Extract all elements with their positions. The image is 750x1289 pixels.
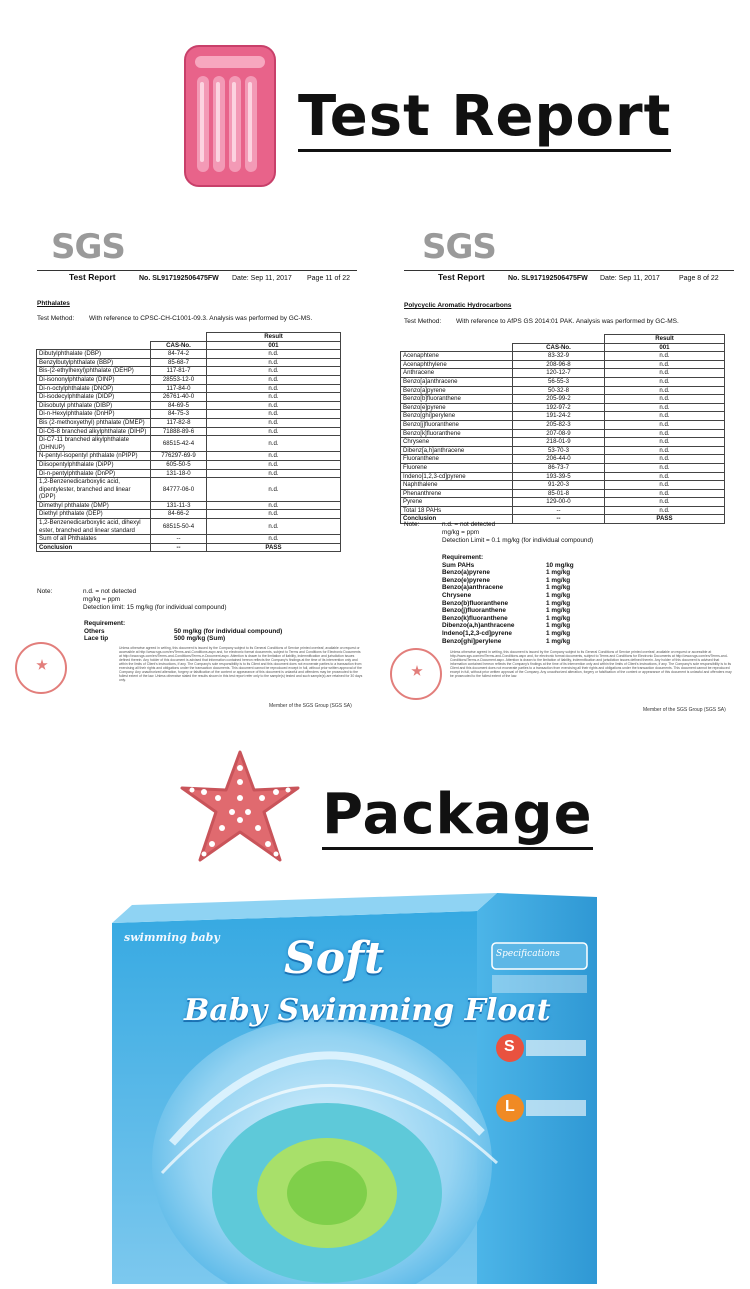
requirement-limit: 1 mg/kg — [546, 599, 571, 607]
table-row — [401, 360, 725, 369]
official-stamp — [15, 642, 67, 694]
requirement-item: Benzo(k)fluoranthene — [442, 614, 508, 622]
compound-name: Benzo[e]pyrene — [401, 403, 513, 412]
result-value: n.d. — [207, 418, 341, 427]
result-value: n.d. — [605, 369, 725, 378]
result-value: n.d. — [605, 386, 725, 395]
cas-number: 117-81-7 — [151, 367, 207, 376]
cas-number: 84777-06-0 — [151, 478, 207, 502]
requirement-item: Benzo(a)anthracene — [442, 584, 504, 592]
cas-number: 131-11-3 — [151, 501, 207, 510]
result-value: n.d. — [207, 452, 341, 461]
requirement-item: Benzo(a)pyrene — [442, 569, 490, 577]
compound-name: Diethyl phthalate (DEP) — [37, 510, 151, 519]
compound-name: Di-isononylphthalate (DINP) — [37, 375, 151, 384]
compound-name: Diisopentylphthalate (DiPP) — [37, 460, 151, 469]
package-title-main: Baby Swimming Float — [184, 993, 551, 1028]
compound-name: Total 18 PAHs — [401, 506, 513, 515]
compound-name: Dibutylphthalate (DBP) — [37, 350, 151, 359]
requirement-label: Requirement: — [442, 554, 484, 561]
compound-name: Diisobutyl phthalate (DIBP) — [37, 401, 151, 410]
table-row — [401, 455, 725, 464]
requirement-row — [442, 600, 574, 608]
table-row — [37, 401, 341, 410]
note-line: n.d. = not detected — [83, 588, 137, 595]
cas-number: 206-44-0 — [513, 455, 605, 464]
table-row — [401, 352, 725, 361]
result-value: n.d. — [207, 478, 341, 502]
result-value: n.d. — [605, 481, 725, 490]
brand-label: swimming baby — [124, 931, 220, 944]
cas-number: 71888-89-6 — [151, 427, 207, 436]
result-value: n.d. — [605, 498, 725, 507]
cas-number: 91-20-3 — [513, 481, 605, 490]
sgs-logo: SGS — [51, 227, 125, 267]
result-value: n.d. — [605, 455, 725, 464]
section-title: Polycyclic Aromatic Hydrocarbons — [404, 302, 512, 309]
table-row — [37, 460, 341, 469]
requirement-row — [84, 628, 282, 636]
sgs-member-note: Member of the SGS Group (SGS SA) — [643, 707, 726, 713]
result-value: n.d. — [605, 463, 725, 472]
table-row — [401, 386, 725, 395]
requirement-limit: 1 mg/kg — [546, 591, 571, 599]
compound-name: Chrysene — [401, 438, 513, 447]
cas-number: 117-82-8 — [151, 418, 207, 427]
compound-name: Di-n-Hexylphthalate (DnHP) — [37, 410, 151, 419]
cas-number: 85-01-8 — [513, 489, 605, 498]
requirement-limit: 1 mg/kg — [546, 614, 571, 622]
cas-number: -- — [151, 543, 207, 552]
table-row — [401, 420, 725, 429]
sample-header: 001 — [207, 341, 341, 350]
cas-number: 50-32-8 — [513, 386, 605, 395]
cas-number: 218-01-9 — [513, 438, 605, 447]
cas-number: 68515-42-4 — [151, 436, 207, 452]
cas-number: 207-08-9 — [513, 429, 605, 438]
conclusion-label: Conclusion — [401, 515, 513, 524]
report-date: Date: Sep 11, 2017 — [600, 275, 660, 282]
compound-name: Sum of all Phthalates — [37, 535, 151, 544]
report-title: Test Report — [69, 272, 116, 282]
requirement-limit: 1 mg/kg — [546, 622, 571, 630]
compound-name: Benzo[k]fluoranthene — [401, 429, 513, 438]
compound-name: Benzo[b]fluoranthene — [401, 395, 513, 404]
table-row — [37, 375, 341, 384]
requirement-limit: 10 mg/kg — [546, 561, 574, 569]
result-header: Result — [207, 333, 341, 342]
compound-name: Fluoranthene — [401, 455, 513, 464]
compound-name: Di-C6-8 branched alkylphthalate (DIHP) — [37, 427, 151, 436]
cas-number: 605-50-5 — [151, 460, 207, 469]
report-date: Date: Sep 11, 2017 — [232, 275, 292, 282]
requirement-row — [442, 592, 574, 600]
sgs-member-note: Member of the SGS Group (SGS SA) — [269, 703, 352, 709]
compound-name: Pyrene — [401, 498, 513, 507]
table-row — [37, 519, 341, 535]
table-row — [401, 446, 725, 455]
compound-name: Benzo[a]pyrene — [401, 386, 513, 395]
result-value: n.d. — [605, 377, 725, 386]
requirement-item: Benzo[ghi]perylene — [442, 637, 502, 645]
report-number: No. SL917192506475FW — [139, 275, 219, 282]
requirement-item: Dibenzo(a,h)anthracene — [442, 622, 515, 630]
table-row — [37, 452, 341, 461]
requirement-limit: 1 mg/kg — [546, 629, 571, 637]
result-value: n.d. — [605, 420, 725, 429]
requirements — [84, 620, 282, 643]
test-method-text: With reference to AfPS GS 2014:01 PAK. Analysis was performed by GC-MS. — [456, 318, 679, 325]
sgs-logo: SGS — [422, 227, 496, 267]
compound-name: Indeno[1,2,3-cd]pyrene — [401, 472, 513, 481]
cas-number: -- — [513, 506, 605, 515]
test-report-heading: Test Report — [298, 88, 671, 152]
compound-name: Di-n-pentylphthalate (DnPP) — [37, 469, 151, 478]
cas-number: 84-74-2 — [151, 350, 207, 359]
requirement-item: Benzo(e)pyrene — [442, 576, 490, 584]
notes — [404, 521, 597, 545]
table-row — [401, 463, 725, 472]
compound-name: Acenaphtene — [401, 352, 513, 361]
phthalates-table — [36, 332, 341, 552]
requirement-row — [442, 622, 574, 630]
compound-name: Dimethyl phthalate (DMP) — [37, 501, 151, 510]
requirement-row — [442, 577, 574, 585]
requirement-limit: 1 mg/kg — [546, 576, 571, 584]
table-row — [401, 498, 725, 507]
specifications-label: Specifications — [496, 949, 560, 959]
result-value: n.d. — [207, 427, 341, 436]
table-row — [37, 367, 341, 376]
requirements — [442, 554, 574, 645]
size-l-badge: L — [505, 1098, 515, 1115]
requirement-limit: 1 mg/kg — [546, 637, 571, 645]
requirement-item: Others — [84, 627, 105, 635]
cas-number: 192-97-2 — [513, 403, 605, 412]
compound-name: Fluorene — [401, 463, 513, 472]
sample-header: 001 — [605, 343, 725, 352]
report-page: Page 8 of 22 — [679, 275, 719, 282]
compound-name: Phenanthrene — [401, 489, 513, 498]
compound-name: Bis-(2-ethylhexyl)phthalate (DEHP) — [37, 367, 151, 376]
conclusion-row — [37, 543, 341, 552]
result-value: n.d. — [207, 350, 341, 359]
cas-number: 28553-12-0 — [151, 375, 207, 384]
requirement-row — [442, 607, 574, 615]
starfish-icon — [176, 748, 304, 868]
terms-fine-print: Unless otherwise agreed in writing, this document is issued by the Company subject to its General Conditions of Service printed overleaf, available on request or accessible at http://www.sgs.com/en/Terms-and-Conditions.aspx and, for electronic format documents, subject to Terms and Conditions for Electronic Documents at http://www.sgs.com/en/Terms-and-Conditions/Terms-e-Document.aspx. Attention is drawn to the limitation of liability, indemnification and jurisdiction issues defined therein. Any holder of this document is advised that information contained hereon reflects the Company's findings at the time of its intervention only and within the limits of Client's instructions, if any. The Company's sole responsibility is to its Client and this document does not exonerate parties to a transaction from exercising all their rights and obligations under the transaction documents. This document cannot be reproduced except in full, without prior written approval of the Company. Any unauthorized alteration, forgery or falsification of the content or appearance of this document is unlawful and offenders may be prosecuted to the fullest extent of the law. Unless otherwise stated the results shown in this test report refer only to the sample(s) tested and such sample(s) are retained for 30 days only. — [119, 646, 363, 682]
package-title-soft: Soft — [284, 933, 385, 984]
compound-name: Dibenz[a,h]anthracene — [401, 446, 513, 455]
report-title: Test Report — [438, 272, 485, 282]
note-line: Detection limit: 15 mg/kg (for individual compound) — [83, 604, 227, 611]
table-row — [37, 393, 341, 402]
compound-name: Benzo[j]fluoranthene — [401, 420, 513, 429]
requirement-row — [442, 638, 574, 646]
result-value: n.d. — [207, 384, 341, 393]
compound-name: Di-C7-11 branched alkylphthalate (DHNUP) — [37, 436, 151, 452]
cas-number: 191-24-2 — [513, 412, 605, 421]
note-line: Detection Limit = 0.1 mg/kg (for individual compound) — [442, 537, 594, 544]
result-value: n.d. — [605, 489, 725, 498]
requirement-limit: 500 mg/kg (Sum) — [174, 635, 226, 643]
compound-name: Benzo[ghi]perylene — [401, 412, 513, 421]
result-value: n.d. — [605, 352, 725, 361]
table-row — [37, 469, 341, 478]
note-line: n.d. = not detected — [442, 521, 496, 528]
result-value: n.d. — [207, 436, 341, 452]
result-value: n.d. — [207, 535, 341, 544]
table-row — [37, 535, 341, 544]
note-label: Note: — [37, 588, 53, 595]
section-title: Phthalates — [37, 300, 70, 307]
requirement-row — [442, 569, 574, 577]
cas-number: 26761-40-0 — [151, 393, 207, 402]
cas-number: -- — [151, 535, 207, 544]
cas-number: 117-84-0 — [151, 384, 207, 393]
test-method-text: With reference to CPSC-CH-C1001-09.3. Analysis was performed by GC-MS. — [89, 315, 313, 322]
compound-name: Di-isodecylphthalate (DIDP) — [37, 393, 151, 402]
requirement-item: Indeno[1,2,3-cd]pyrene — [442, 629, 512, 637]
compound-name: Anthracene — [401, 369, 513, 378]
cas-number: 776297-69-9 — [151, 452, 207, 461]
requirement-row — [442, 562, 574, 570]
table-row — [37, 427, 341, 436]
air-mattress-icon — [183, 42, 277, 190]
requirement-limit: 1 mg/kg — [546, 569, 571, 577]
requirement-label: Requirement: — [84, 620, 126, 627]
result-header: Result — [605, 335, 725, 344]
report-number: No. SL917192506475FW — [508, 275, 588, 282]
report-page: Page 11 of 22 — [307, 275, 351, 282]
result-value: n.d. — [605, 472, 725, 481]
table-row — [401, 481, 725, 490]
table-row — [401, 395, 725, 404]
cas-number: 131-18-0 — [151, 469, 207, 478]
requirement-item: Chrysene — [442, 591, 472, 599]
table-row — [37, 358, 341, 367]
cas-number: -- — [513, 515, 605, 524]
table-row — [37, 510, 341, 519]
requirement-limit: 1 mg/kg — [546, 607, 571, 615]
notes — [37, 588, 231, 612]
cas-number: 205-99-2 — [513, 395, 605, 404]
compound-name: Benzo[a]anthracene — [401, 377, 513, 386]
result-value: n.d. — [605, 429, 725, 438]
table-row — [37, 436, 341, 452]
cas-number: 84-66-2 — [151, 510, 207, 519]
result-value: n.d. — [207, 460, 341, 469]
table-row — [37, 410, 341, 419]
note-line: mg/kg = ppm — [83, 596, 121, 603]
table-row — [37, 350, 341, 359]
compound-name: Acenaphthylene — [401, 360, 513, 369]
compound-name: Bis (2-methoxyethyl) phthalate (DMEP) — [37, 418, 151, 427]
test-method-label: Test Method: — [37, 315, 75, 322]
package-heading: Package — [322, 786, 593, 850]
product-package-box — [112, 893, 622, 1284]
cas-number: 68515-50-4 — [151, 519, 207, 535]
terms-fine-print: Unless otherwise agreed in writing, this document is issued by the Company subject to its General Conditions of Service printed overleaf, available on request or accessible at http://www.sgs.com/en/Terms-and-Conditions.aspx and, for electronic format documents, subject to Terms and Conditions for Electronic Documents at http://www.sgs.com/en/Terms-and-Conditions/Terms-e-Document.aspx. Attention is drawn to the limitation of liability, indemnification and jurisdiction issues defined therein. Any holder of this document is advised that information contained hereon reflects the Company's findings at the time of its intervention only and within the limits of Client's instructions, if any. The Company's sole responsibility is to its Client and this document does not exonerate parties to a transaction from exercising all their rights and obligations under the transaction documents. This document cannot be reproduced except in full, without prior written approval of the Company. Any unauthorized alteration, forgery or falsification of the content or appearance of this document is unlawful and offenders may be prosecuted to the fullest extent of the law. — [450, 650, 732, 678]
conclusion-result: PASS — [207, 543, 341, 552]
result-value: n.d. — [207, 410, 341, 419]
result-value: n.d. — [207, 401, 341, 410]
compound-name: Di-n-octylphthalate (DNOP) — [37, 384, 151, 393]
requirement-item: Sum PAHs — [442, 561, 475, 569]
result-value: n.d. — [605, 360, 725, 369]
result-value: n.d. — [207, 469, 341, 478]
cas-number: 53-70-3 — [513, 446, 605, 455]
result-value: n.d. — [207, 501, 341, 510]
compound-name: N-pentyl-isopentyl phthalate (nPIPP) — [37, 452, 151, 461]
table-row — [401, 377, 725, 386]
requirement-row — [442, 630, 574, 638]
table-row — [401, 412, 725, 421]
table-row — [37, 501, 341, 510]
result-value: n.d. — [207, 510, 341, 519]
requirement-limit: 50 mg/kg (for individual compound) — [174, 627, 283, 635]
cas-number: 205-82-3 — [513, 420, 605, 429]
table-row — [37, 418, 341, 427]
result-value: n.d. — [605, 403, 725, 412]
compound-name: 1,2-Benzenedicarboxylic acid, dihexyl ester, branched and linear standard — [37, 519, 151, 535]
result-value: n.d. — [207, 393, 341, 402]
compound-name: Naphthalene — [401, 481, 513, 490]
table-row — [401, 438, 725, 447]
conclusion-result: PASS — [605, 515, 725, 524]
result-value: n.d. — [605, 438, 725, 447]
cas-header: CAS-No. — [151, 341, 207, 350]
size-s-badge: S — [504, 1038, 515, 1055]
table-row — [401, 369, 725, 378]
compound-name: Benzylbutylphthalate (BBP) — [37, 358, 151, 367]
cas-header: CAS-No. — [513, 343, 605, 352]
test-method-label: Test Method: — [404, 318, 442, 325]
requirement-row — [442, 584, 574, 592]
cas-number: 84-69-5 — [151, 401, 207, 410]
test-report-left — [7, 210, 372, 720]
compound-name: 1,2-Benzenedicarboxylic acid, dipentylester, branched and linear (DPP) — [37, 478, 151, 502]
result-value: n.d. — [207, 358, 341, 367]
table-row — [37, 478, 341, 502]
pah-table — [400, 334, 725, 524]
result-value: n.d. — [207, 367, 341, 376]
result-value: n.d. — [605, 395, 725, 404]
table-row — [401, 403, 725, 412]
cas-number: 120-12-7 — [513, 369, 605, 378]
requirement-item: Lace tip — [84, 635, 109, 643]
table-row — [401, 489, 725, 498]
note-label: Note: — [404, 521, 420, 528]
cas-number: 193-39-5 — [513, 472, 605, 481]
result-value: n.d. — [207, 375, 341, 384]
cas-number: 83-32-9 — [513, 352, 605, 361]
requirement-item: Benzo(b)fluoranthene — [442, 599, 509, 607]
result-value: n.d. — [605, 506, 725, 515]
note-line: mg/kg = ppm — [442, 529, 480, 536]
table-row — [401, 506, 725, 515]
test-report-right — [378, 210, 743, 720]
cas-number: 86-73-7 — [513, 463, 605, 472]
table-row — [401, 472, 725, 481]
requirement-item: Benzo(j)fluoranthene — [442, 607, 506, 615]
table-row — [401, 429, 725, 438]
cas-number: 56-55-3 — [513, 377, 605, 386]
cas-number: 208-96-8 — [513, 360, 605, 369]
official-stamp — [390, 648, 442, 700]
result-value: n.d. — [605, 446, 725, 455]
requirement-row — [84, 635, 282, 643]
requirement-row — [442, 615, 574, 623]
cas-number: 129-00-0 — [513, 498, 605, 507]
result-value: n.d. — [605, 412, 725, 421]
requirement-limit: 1 mg/kg — [546, 584, 571, 592]
conclusion-label: Conclusion — [37, 543, 151, 552]
cas-number: 85-68-7 — [151, 358, 207, 367]
cas-number: 84-75-3 — [151, 410, 207, 419]
table-row — [37, 384, 341, 393]
result-value: n.d. — [207, 519, 341, 535]
